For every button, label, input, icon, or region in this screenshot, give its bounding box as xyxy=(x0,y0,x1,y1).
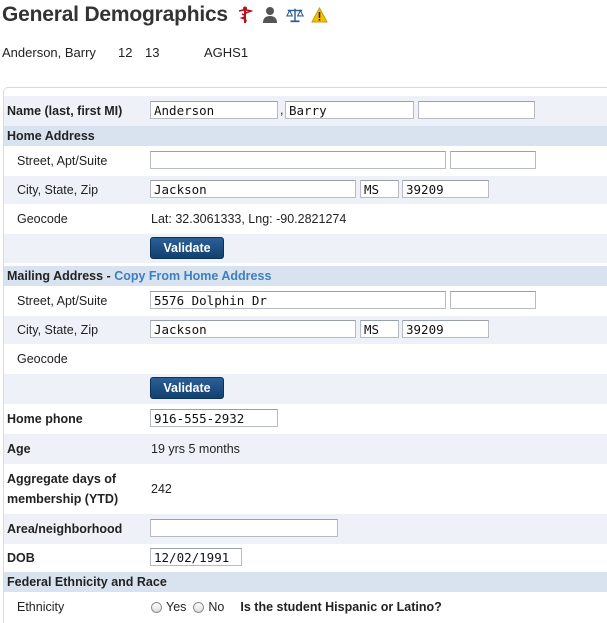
home-city-input[interactable]: Jackson xyxy=(150,180,356,198)
ethnicity-no-radio[interactable] xyxy=(193,602,204,613)
ethnicity-question: Is the student Hispanic or Latino? xyxy=(240,600,442,614)
home-city-label: City, State, Zip xyxy=(17,183,99,197)
warning-icon[interactable] xyxy=(311,6,329,24)
home-apt-input[interactable] xyxy=(450,151,536,169)
area-row xyxy=(4,514,607,544)
first-name-input[interactable]: Barry xyxy=(285,101,414,119)
ethnicity-row xyxy=(4,592,607,622)
ethnicity-options xyxy=(151,600,442,614)
area-label: Area/neighborhood xyxy=(7,522,123,536)
student-field-1: 12 xyxy=(118,45,133,60)
last-name-input[interactable]: Anderson xyxy=(150,101,278,119)
home-zip-input[interactable]: 39209 xyxy=(402,180,489,198)
home-phone-label: Home phone xyxy=(7,412,83,426)
home-address-title: Home Address xyxy=(7,129,95,143)
mailing-geocode-label: Geocode xyxy=(17,352,68,366)
mailing-zip-input[interactable]: 39209 xyxy=(402,320,489,338)
name-row xyxy=(4,96,607,126)
page-title: General Demographics xyxy=(2,3,228,26)
home-validate-button[interactable]: Validate xyxy=(150,237,224,259)
home-geocode-row xyxy=(4,204,607,234)
home-address-header xyxy=(4,126,607,146)
copy-from-home-link[interactable]: Copy From Home Address xyxy=(114,269,272,283)
mailing-city-label: City, State, Zip xyxy=(17,323,99,337)
mailing-street-row xyxy=(4,286,607,316)
dob-label: DOB xyxy=(7,551,35,565)
mailing-geocode-row xyxy=(4,344,607,374)
ethnicity-section-header xyxy=(4,572,607,592)
mailing-address-title: Mailing Address - xyxy=(7,269,115,283)
mailing-state-input[interactable]: MS xyxy=(360,320,399,338)
demographics-form xyxy=(3,87,607,623)
age-row xyxy=(4,434,607,464)
home-phone-row xyxy=(4,404,607,434)
area-input[interactable] xyxy=(150,519,338,537)
mailing-street-input[interactable]: 5576 Dolphin Dr xyxy=(150,291,446,309)
aggregate-days-label: Aggregate days of membership (YTD) xyxy=(7,472,119,506)
home-street-label: Street, Apt/Suite xyxy=(17,154,108,168)
name-comma: , xyxy=(280,103,284,117)
aggregate-days-value: 242 xyxy=(151,482,172,496)
ethnicity-no-label: No xyxy=(208,600,225,614)
ethnicity-label: Ethnicity xyxy=(17,600,65,614)
home-state-input[interactable]: MS xyxy=(360,180,399,198)
home-street-input[interactable] xyxy=(150,151,446,169)
middle-initial-input[interactable] xyxy=(418,101,535,119)
name-label: Name (last, first MI) xyxy=(7,104,123,118)
student-name: Anderson, Barry xyxy=(2,45,96,60)
age-label: Age xyxy=(7,442,31,456)
student-field-2: 13 xyxy=(145,45,160,60)
dob-row xyxy=(4,544,607,572)
medical-caduceus-icon[interactable] xyxy=(236,6,254,24)
mailing-apt-input[interactable] xyxy=(450,291,536,309)
page-header xyxy=(2,2,329,28)
scales-of-justice-icon[interactable] xyxy=(286,6,304,24)
mailing-address-header xyxy=(4,266,607,286)
mailing-validate-row xyxy=(4,374,607,404)
home-phone-input[interactable]: 916-555-2932 xyxy=(150,409,278,427)
mailing-city-input[interactable]: Jackson xyxy=(150,320,356,338)
person-icon[interactable] xyxy=(261,6,279,24)
ethnicity-section-title: Federal Ethnicity and Race xyxy=(7,575,167,589)
home-city-row xyxy=(4,176,607,204)
home-street-row xyxy=(4,146,607,176)
home-geocode-value: Lat: 32.3061333, Lng: -90.2821274 xyxy=(151,212,347,226)
student-summary xyxy=(2,45,248,60)
mailing-validate-button[interactable]: Validate xyxy=(150,377,224,399)
mailing-city-row xyxy=(4,316,607,344)
home-geocode-label: Geocode xyxy=(17,212,68,226)
home-validate-row xyxy=(4,234,607,263)
ethnicity-yes-radio[interactable] xyxy=(151,602,162,613)
title-icons xyxy=(236,6,329,24)
mailing-street-label: Street, Apt/Suite xyxy=(17,294,108,308)
student-school: AGHS1 xyxy=(204,45,249,60)
age-value: 19 yrs 5 months xyxy=(151,442,240,456)
dob-input[interactable]: 12/02/1991 xyxy=(150,548,242,566)
ethnicity-yes-label: Yes xyxy=(166,600,187,614)
aggregate-days-row xyxy=(4,464,607,514)
